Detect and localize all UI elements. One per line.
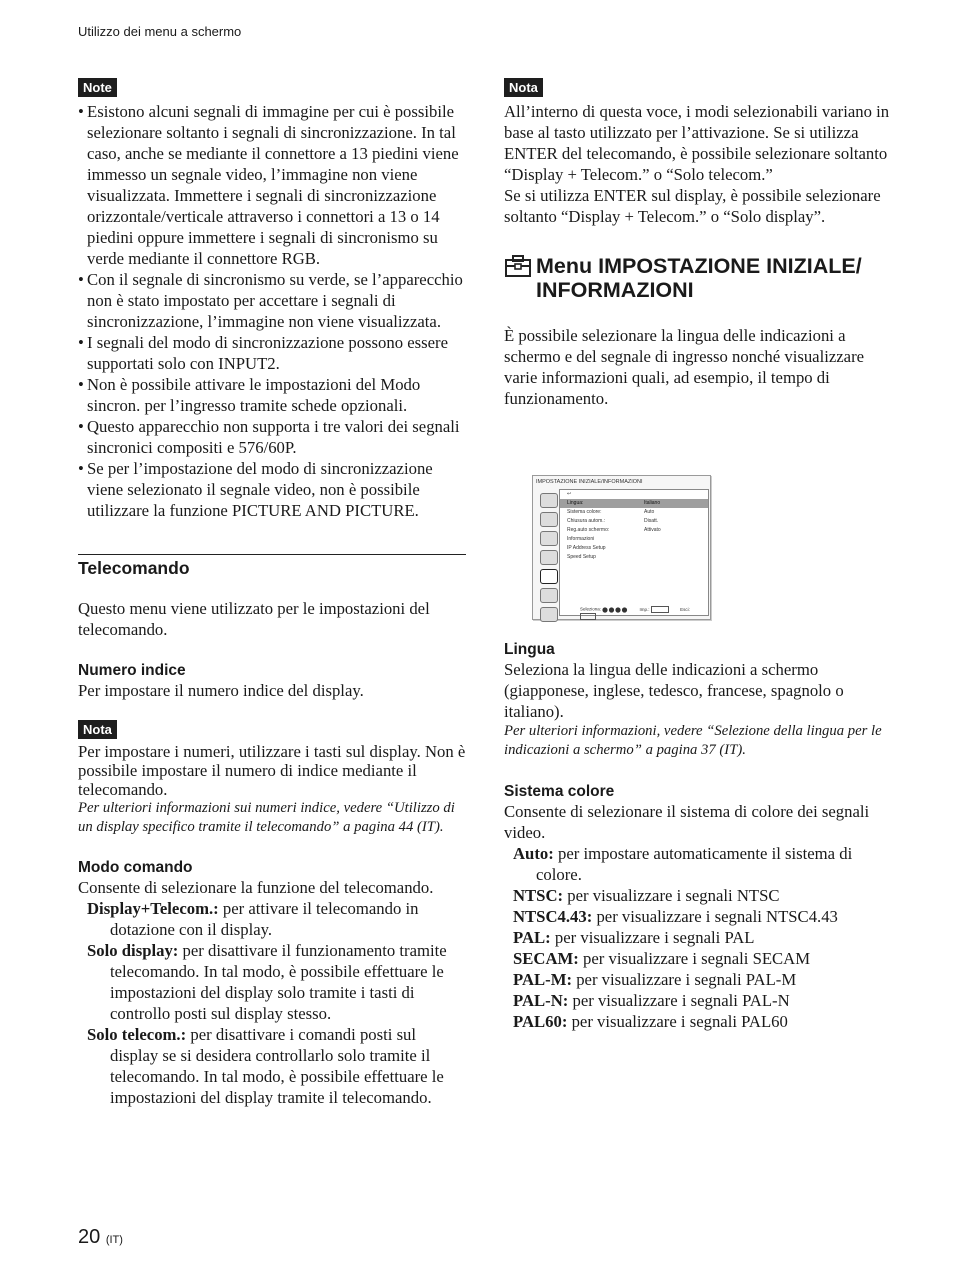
osd-sidebar <box>536 490 560 613</box>
option-label: PAL: <box>513 928 551 947</box>
osd-row-reg-auto <box>560 526 708 535</box>
option-text: per disattivare i comandi posti sul display se si desidera controllarlo solo tramite il telecomando. In tal modo, è possibile effettuare le impostazioni del display tramite il telecomando. <box>110 1025 444 1107</box>
osd-row-value: Italiano <box>644 500 661 506</box>
option-ntsc443 <box>513 906 896 927</box>
option-text: per visualizzare i segnali NTSC4.43 <box>596 907 838 926</box>
option-label: PAL-M: <box>513 970 573 989</box>
lingua-heading: Lingua <box>504 641 555 658</box>
osd-row-ip-address <box>560 544 708 553</box>
osd-panel <box>559 489 709 616</box>
sistema-colore-intro: Consente di selezionare il sistema di colore dei segnali video. <box>504 802 870 842</box>
menu-heading: Menu IMPOSTAZIONE INIZIALE/ INFORMAZIONI <box>536 254 862 302</box>
option-label: NTSC4.43: <box>513 907 593 926</box>
menu-heading-block <box>504 254 896 302</box>
osd-row-sistema-colore <box>560 508 708 517</box>
osd-row-value: Disatt. <box>644 518 659 524</box>
nota-tag: Nota <box>504 78 543 97</box>
page-number-value: 20 <box>78 1226 101 1248</box>
nota-text: All’interno di questa voce, i modi selezionabili variano in base al tasto utilizzato per l’attivazione. Se si utilizza ENTER del telecomando, è possibile selezionare soltanto “Display + Telecom.” o “Solo telecom.” <box>504 102 890 184</box>
option-pal-m <box>513 969 896 990</box>
nota-reference: Per ulteriori informazioni sui numeri indice, vedere “Utilizzo di un display specifico tramite il telecomando” a pagina 44 (IT). <box>78 800 455 835</box>
note-item: • Non è possibile attivare le impostazioni del Modo sincron. per l’ingresso tramite schede opzionali. <box>78 374 466 416</box>
option-label: NTSC: <box>513 886 564 905</box>
osd-initial-setup-icon <box>540 569 558 584</box>
left-column <box>78 78 466 1108</box>
osd-row-label: Informazioni <box>567 536 595 542</box>
osd-row-lingua <box>560 499 708 508</box>
osd-menu-screenshot <box>532 475 711 620</box>
nota-tag: Nota <box>78 720 117 739</box>
osd-row-label: Speed Setup <box>567 554 596 560</box>
note-item: • I segnali del modo di sincronizzazione possono essere supportati solo con INPUT2. <box>78 332 466 374</box>
page-number-suffix: (IT) <box>105 1234 123 1246</box>
osd-row-label: Lingua: <box>567 500 584 506</box>
numero-indice-heading: Numero indice <box>78 662 186 679</box>
nota-text: Per impostare i numeri, utilizzare i tasti sul display. Non è possibile impostare il numero di indice mediante il telecomando. <box>78 742 466 799</box>
option-text: per visualizzare i segnali PAL <box>554 928 755 947</box>
modo-comando-heading: Modo comando <box>78 859 193 876</box>
osd-row-label: Reg.auto schermo: <box>567 527 610 533</box>
option-label: SECAM: <box>513 949 579 968</box>
lingua-text: Seleziona la lingua delle indicazioni a schermo (giapponese, inglese, tedesco, francese, spagnolo o italiano). <box>504 660 844 721</box>
toolbox-icon <box>504 254 532 278</box>
option-solo-telecom <box>87 1024 466 1108</box>
osd-input-icon <box>540 607 558 622</box>
option-text: per visualizzare i segnali NTSC <box>567 886 780 905</box>
option-label: PAL-N: <box>513 991 569 1010</box>
osd-row-label: Sistema colore: <box>567 509 602 515</box>
notes-list <box>78 101 466 521</box>
osd-picture-icon <box>540 493 558 508</box>
option-text: per impostare automaticamente il sistema di colore. <box>536 844 853 884</box>
osd-title: IMPOSTAZIONE INIZIALE/INFORMAZIONI <box>536 479 643 485</box>
osd-back: ↩ <box>567 491 572 497</box>
option-label: Display+Telecom.: <box>87 899 219 918</box>
menu-intro: È possibile selezionare la lingua delle indicazioni a schermo e del segnale di ingresso nonché visualizzare varie informazioni quali, ad esempio, il tempo di funzionamento. <box>504 326 865 408</box>
menu-key-icon <box>580 613 596 620</box>
option-text: per visualizzare i segnali PAL-M <box>576 970 797 989</box>
option-text: per visualizzare i segnali SECAM <box>583 949 811 968</box>
option-label: Solo display: <box>87 941 179 960</box>
option-text: per visualizzare i segnali PAL60 <box>571 1012 788 1031</box>
option-pal60 <box>513 1011 896 1032</box>
osd-row-value: Attivato <box>644 527 661 533</box>
modo-comando-intro: Consente di selezionare la funzione del telecomando. <box>78 878 434 897</box>
note-item: • Se per l’impostazione del modo di sincronizzazione viene selezionato il segnale video, non è possibile utilizzare la funzione PICTURE AND PICTURE. <box>78 458 466 521</box>
option-ntsc <box>513 885 896 906</box>
page-number <box>78 1226 123 1249</box>
osd-row-chiusura <box>560 517 708 526</box>
osd-row-informazioni <box>560 535 708 544</box>
sistema-colore-heading: Sistema colore <box>504 783 615 800</box>
osd-footer <box>580 606 704 614</box>
section-rule <box>78 554 466 555</box>
note-tag: Note <box>78 78 117 97</box>
lingua-reference: Per ulteriori informazioni, vedere “Selezione della lingua per le indicazioni a schermo” a pagina 37 (IT). <box>504 723 882 758</box>
option-label: Solo telecom.: <box>87 1025 187 1044</box>
option-solo-display <box>87 940 466 1024</box>
option-auto <box>513 843 896 885</box>
option-label: PAL60: <box>513 1012 568 1031</box>
option-text: per disattivare il funzionamento tramite telecomando. In tal modo, è possibile effettuare le impostazioni del display solo tramite i tasti di controllo posti sul display stesso. <box>110 941 447 1023</box>
telecomando-heading: Telecomando <box>78 558 190 578</box>
option-secam <box>513 948 896 969</box>
option-text: per visualizzare i segnali PAL-N <box>572 991 790 1010</box>
nota-text-2: Se si utilizza ENTER sul display, è possibile selezionare soltanto “Display + Telecom.” o “Solo display”. <box>504 186 881 226</box>
option-label: Auto: <box>513 844 554 863</box>
osd-row-label: Chiusura autom.: <box>567 518 606 524</box>
option-display-telecom <box>87 898 466 940</box>
osd-remote-icon <box>540 588 558 603</box>
enter-key-icon <box>651 606 669 613</box>
osd-feature-icon <box>540 550 558 565</box>
right-column-lower <box>504 640 896 1032</box>
right-column <box>504 78 896 409</box>
osd-sound-icon <box>540 531 558 546</box>
osd-footer-exit: Esci: <box>680 606 690 612</box>
numero-indice-text: Per impostare il numero indice del display. <box>78 681 364 700</box>
option-text: per attivare il telecomando in dotazione con il display. <box>110 899 419 939</box>
telecomando-intro: Questo menu viene utilizzato per le impostazioni del telecomando. <box>78 599 430 639</box>
osd-row-value: Auto <box>644 509 655 515</box>
note-item: • Questo apparecchio non supporta i tre valori dei segnali sincronici compositi e 576/60P. <box>78 416 466 458</box>
option-pal <box>513 927 896 948</box>
osd-row-label: IP Address Setup <box>567 545 606 551</box>
note-item: • Esistono alcuni segnali di immagine per cui è possibile selezionare soltanto i segnali di sincronizzazione. In tal caso, anche se mediante il connettore a 13 piedini viene immesso un segnale video, l’immagine non viene visualizzata. Immettere i segnali di sincronizzazione orizzontale/verticale attraverso i connettori a 13 o 14 piedini oppure immettere i segnali di sincronismo su verde mediante il connettore RGB. <box>78 101 466 269</box>
arrow-keys-icon <box>602 607 628 613</box>
running-head: Utilizzo dei menu a schermo <box>78 24 242 39</box>
osd-footer-set: Imp.: <box>639 606 650 612</box>
osd-screen-icon <box>540 512 558 527</box>
note-item: • Con il segnale di sincronismo su verde, se l’apparecchio non è stato impostato per accettare i segnali di sincronizzazione, l’immagine non viene visualizzata. <box>78 269 466 332</box>
option-pal-n <box>513 990 896 1011</box>
osd-row-speed-setup <box>560 553 708 562</box>
osd-footer-select: Seleziona: <box>580 606 602 612</box>
